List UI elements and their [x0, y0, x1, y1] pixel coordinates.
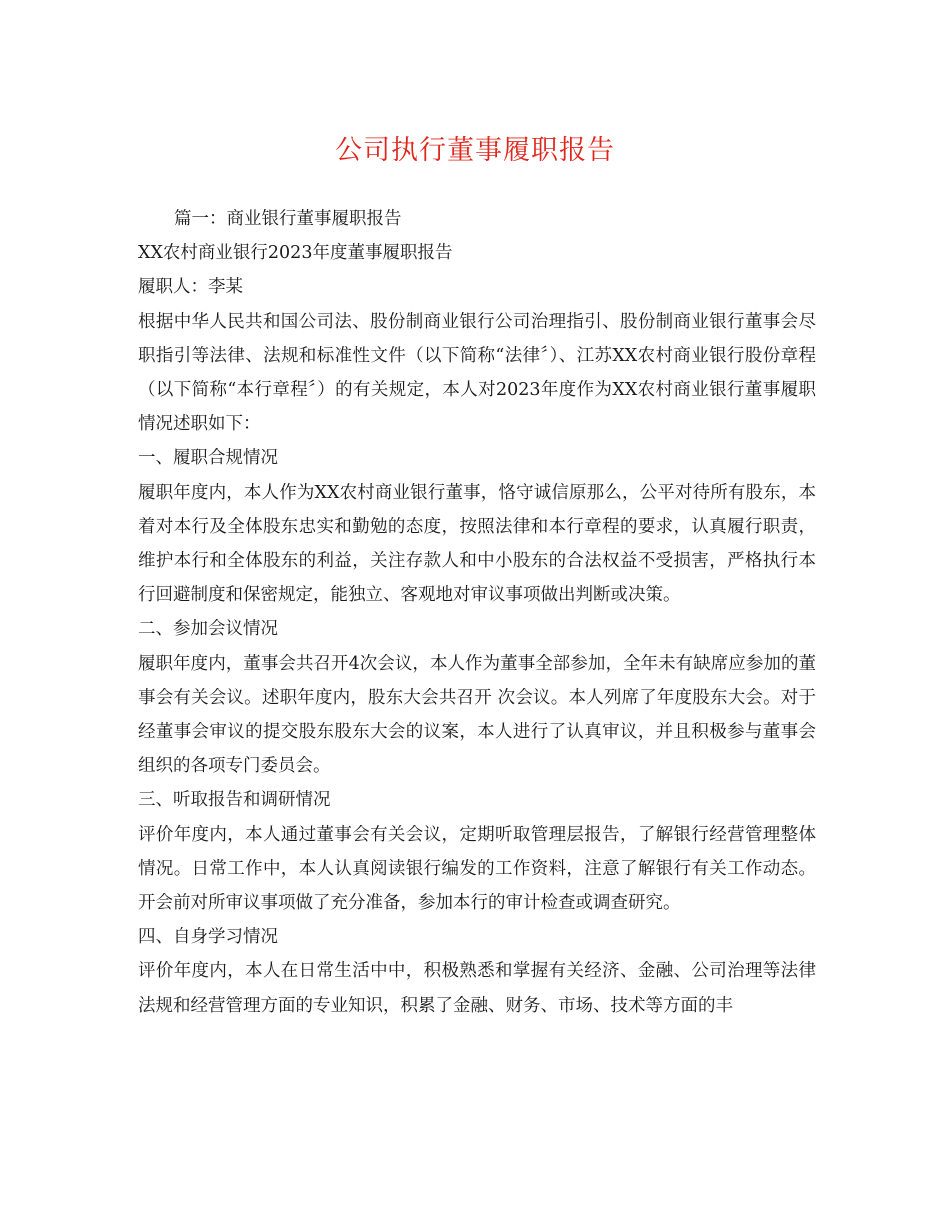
section-heading: 三、听取报告和调研情况 [138, 790, 331, 811]
section-paragraph: 履职年度内，本人作为XX农村商业银行董事，恪守诚信原那么，公平对待所有股东，本着对本行及全体股东忠实和勤勉的态度，按照法律和本行章程的要求，认真履行职责，维护本行和全体股东的利益，关注存款人和中小股东的合法权益不受损害，严格执行本行回避制度和保密规定，能独立、客观地对审议事项做出判断或决策。 [138, 482, 816, 606]
author-line: 履职人：李某 [138, 277, 243, 298]
report-heading: XX农村商业银行2023年度董事履职报告 [138, 243, 453, 264]
intro-paragraph: 根据中华人民共和国公司法、股份制商业银行公司治理指引、股份制商业银行董事会尽职指引等法律、法规和标准性文件（以下简称“法律〞）、江苏XX农村商业银行股份章程（以下简称“本行章程〞）的有关规定，本人对2023年度作为XX农村商业银行董事履职情况述职如下： [138, 311, 816, 435]
section-heading: 四、自身学习情况 [138, 927, 278, 948]
subtitle: 篇一：商业银行董事履职报告 [174, 209, 402, 229]
section-heading: 一、履职合规情况 [138, 448, 278, 469]
document-body [138, 202, 816, 1023]
section-paragraph: 履职年度内，董事会共召开4次会议，本人作为董事全部参加，全年未有缺席应参加的董事会有关会议。述职年度内，股东大会共召开 次会议。本人列席了年度股东大会。对于经董事会审议的提交股东股东大会的议案，本人进行了认真审议，并且积极参与董事会组织的各项专门委员会。 [138, 653, 816, 777]
document-title: 公司执行董事履职报告 [335, 135, 615, 166]
section-paragraph: 评价年度内，本人在日常生活中中，积极熟悉和掌握有关经济、金融、公司治理等法律法规和经营管理方面的专业知识，积累了金融、财务、市场、技术等方面的丰 [138, 961, 816, 1016]
section-paragraph: 评价年度内，本人通过董事会有关会议，定期听取管理层报告，了解银行经营管理整体情况。日常工作中，本人认真阅读银行编发的工作资料，注意了解银行有关工作动态。开会前对所审议事项做了充分准备，参加本行的审计检查或调查研究。 [138, 824, 816, 913]
section-heading: 二、参加会议情况 [138, 619, 278, 640]
